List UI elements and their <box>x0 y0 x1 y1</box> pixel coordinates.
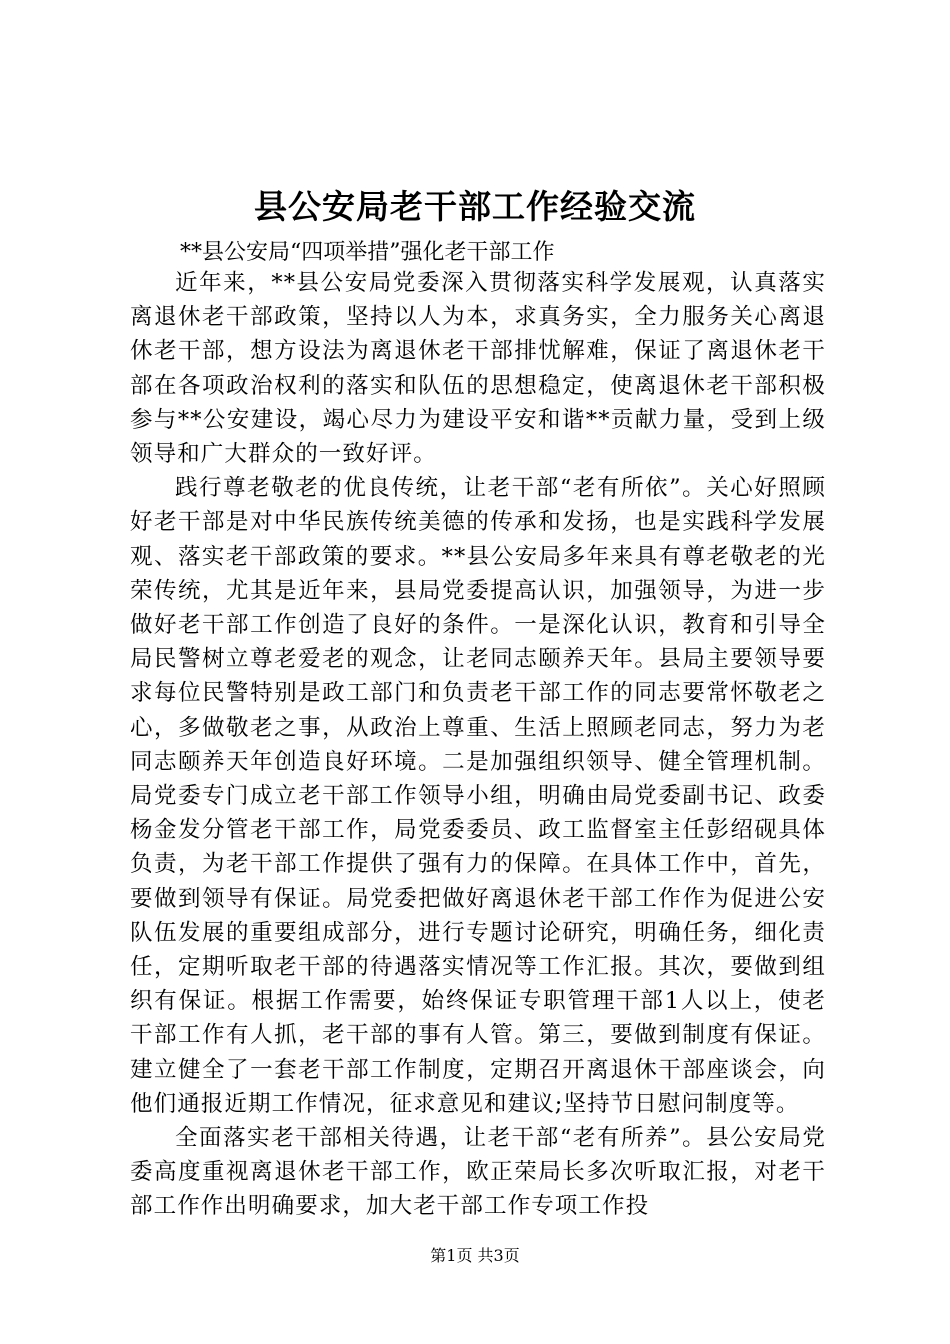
paragraph: 全面落实老干部相关待遇，让老干部“老有所养”。县公安局党委高度重视离退休老干部工作，欧正荣局长多次听取汇报，对老干部工作作出明确要求，加大老干部工作专项工作投 <box>130 1125 826 1220</box>
document-title: 县公安局老干部工作经验交流 <box>254 187 696 226</box>
document-body <box>130 266 826 1224</box>
page-footer: 第1页 共3页 <box>430 1246 520 1265</box>
paragraph: 践行尊老敬老的优良传统，让老干部“老有所依”。关心好照顾好老干部是对中华民族传统美德的传承和发扬，也是实践科学发展观、落实老干部政策的要求。**县公安局多年来具有尊老敬老的光荣传统，尤其是近年来，县局党委提高认识，加强领导，为进一步做好老干部工作创造了良好的条件。一是深化认识，教育和引导全局民警树立尊老爱老的观念，让老同志颐养天年。县局主要领导要求每位民警特别是政工部门和负责老干部工作的同志要常怀敬老之心，多做敬老之事，从政治上尊重、生活上照顾老同志，努力为老同志颐养天年创造良好环境。二是加强组织领导、健全管理机制。局党委专门成立老干部工作领导小组，明确由局党委副书记、政委杨金发分管老干部工作，局党委委员、政工监督室主任彭绍砚具体负责，为老干部工作提供了强有力的保障。在具体工作中，首先，要做到领导有保证。局党委把做好离退休老干部工作作为促进公安队伍发展的重要组成部分，进行专题讨论研究，明确任务，细化责任，定期听取老干部的待遇落实情况等工作汇报。其次，要做到组织有保证。根据工作需要，始终保证专职管理干部1人以上，使老干部工作有人抓，老干部的事有人管。第三，要做到制度有保证。建立健全了一套老干部工作制度，定期召开离退休干部座谈会，向他们通报近期工作情况，征求意见和建议;坚持节日慰问制度等。 <box>130 475 826 1117</box>
document-subtitle: **县公安局“四项举措”强化老干部工作 <box>180 240 555 265</box>
paragraph: 近年来，**县公安局党委深入贯彻落实科学发展观，认真落实离退休老干部政策，坚持以人为本，求真务实，全力服务关心离退休老干部，想方设法为离退休老干部排忧解难，保证了离退休老干部在各项政治权利的落实和队伍的思想稳定，使离退休老干部积极参与**公安建设，竭心尽力为建设平安和谐**贡献力量，受到上级领导和广大群众的一致好评。 <box>130 270 826 468</box>
